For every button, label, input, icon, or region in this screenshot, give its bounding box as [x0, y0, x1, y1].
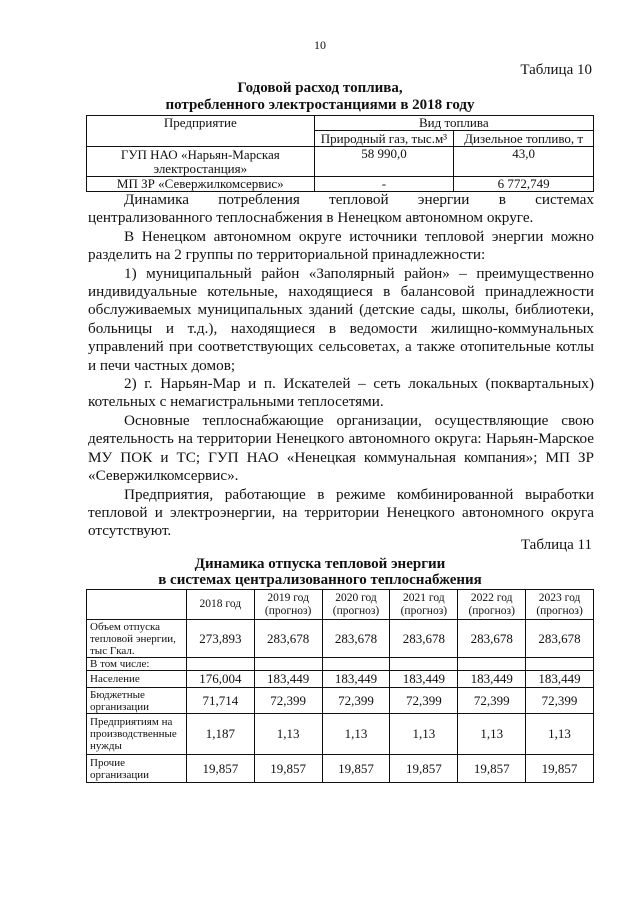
value-cell: 183,449	[390, 671, 458, 688]
row-label: Население	[87, 671, 187, 688]
year-header: 2020 год (прогноз)	[322, 590, 390, 620]
table11-title-line2: в системах централизованного теплоснабжения	[158, 572, 482, 588]
year-header: 2021 год (прогноз)	[390, 590, 458, 620]
table-row	[87, 658, 594, 671]
value-cell: 1,13	[254, 714, 322, 755]
paragraph: Основные теплоснабжающие организации, осуществляющие свою деятельность на территории Ненецкого автономного округа: Нарьян-Марское МУ ПОК и ТС; ГУП НАО «Ненецкая коммунальная компания»; МП ЗР «Севержилкомсервис».	[88, 411, 594, 485]
diesel-value: 43,0	[454, 147, 594, 177]
year-header: 2022 год (прогноз)	[458, 590, 526, 620]
value-cell: 183,449	[526, 671, 594, 688]
paragraph: Динамика потребления тепловой энергии в системах централизованного теплоснабжения в Ненецком автономном округе.	[88, 191, 594, 227]
value-cell: 183,449	[458, 671, 526, 688]
paragraph: 2) г. Нарьян-Мар и п. Искателей – сеть локальных (поквартальных) котельных с немагистральными теплосетями.	[88, 375, 594, 411]
table-row	[87, 714, 594, 755]
value-cell: 19,857	[254, 755, 322, 783]
value-cell: 72,399	[322, 688, 390, 714]
col-fuel-type-header: Вид топлива	[314, 116, 593, 131]
year-header: 2019 год (прогноз)	[254, 590, 322, 620]
table10-title-line2: потребленного электростанциями в 2018 году	[165, 97, 475, 113]
row-label: Объем отпуска тепловой энергии, тыс Гкал.	[87, 620, 187, 658]
col-enterprise-header: Предприятие	[87, 116, 315, 147]
value-cell: 71,714	[186, 688, 254, 714]
row-label: В том числе:	[87, 658, 187, 671]
enterprise-name: ГУП НАО «Нарьян-Марская электростанция»	[87, 147, 315, 177]
value-cell: 19,857	[322, 755, 390, 783]
value-cell: 19,857	[390, 755, 458, 783]
enterprise-name: МП ЗР «Севержилкомсервис»	[87, 177, 315, 192]
value-cell: 283,678	[458, 620, 526, 658]
table-row	[87, 671, 594, 688]
paragraph: В Ненецком автономном округе источники тепловой энергии можно разделить на 2 группы по территориальной принадлежности:	[88, 227, 594, 264]
value-cell: 72,399	[526, 688, 594, 714]
table10-label: Таблица 10	[520, 62, 592, 78]
value-cell: 183,449	[322, 671, 390, 688]
value-cell: 1,187	[186, 714, 254, 755]
year-header: 2018 год	[186, 590, 254, 620]
value-cell: 1,13	[526, 714, 594, 755]
value-cell: 176,004	[186, 671, 254, 688]
table10-title-line1: Годовой расход топлива,	[237, 80, 403, 96]
fuel-consumption-table	[86, 115, 594, 192]
year-header: 2023 год (прогноз)	[526, 590, 594, 620]
row-label: Прочие организации	[87, 755, 187, 783]
value-cell: 1,13	[458, 714, 526, 755]
table-row	[87, 755, 594, 783]
table-row	[87, 688, 594, 714]
value-cell: 283,678	[526, 620, 594, 658]
gas-value: 58 990,0	[314, 147, 454, 177]
value-cell: 19,857	[526, 755, 594, 783]
table-row	[87, 620, 594, 658]
table-row	[87, 147, 594, 177]
header-row	[87, 590, 594, 620]
row-label: Предприятиям на производственные нужды	[87, 714, 187, 755]
value-cell: 19,857	[186, 755, 254, 783]
body-text	[88, 191, 594, 541]
table11-title-line1: Динамика отпуска тепловой энергии	[194, 556, 446, 572]
col-diesel-header: Дизельное топливо, т	[454, 131, 594, 147]
value-cell: 19,857	[458, 755, 526, 783]
value-cell: 72,399	[458, 688, 526, 714]
value-cell: 1,13	[322, 714, 390, 755]
value-cell: 1,13	[390, 714, 458, 755]
paragraph: 1) муниципальный район «Заполярный район» – преимущественно индивидуальные котельные, находящиеся в балансовой принадлежности обслуживаемых муниципальных зданий (детские сады, школы, библиотеки, больницы и т.д.), находящиеся в ведомости жилищно-коммунальных управлений при соответствующих сельсоветах, а также отопительные котлы и печи частных домов;	[88, 264, 594, 374]
heat-supply-table	[86, 589, 594, 783]
col-gas-header: Природный газ, тыс.м³	[314, 131, 454, 147]
row-label: Бюджетные организации	[87, 688, 187, 714]
diesel-value: 6 772,749	[454, 177, 594, 192]
table-row	[87, 177, 594, 192]
table11-label: Таблица 11	[520, 537, 592, 553]
corner-cell	[87, 590, 187, 620]
paragraph: Предприятия, работающие в режиме комбинированной выработки тепловой и электроэнергии, на территории Ненецкого автономного округа отсутствуют.	[88, 485, 594, 540]
gas-value: -	[314, 177, 454, 192]
page-number: 10	[314, 38, 326, 52]
value-cell: 283,678	[322, 620, 390, 658]
value-cell: 283,678	[390, 620, 458, 658]
value-cell: 273,893	[186, 620, 254, 658]
value-cell: 72,399	[254, 688, 322, 714]
value-cell: 183,449	[254, 671, 322, 688]
value-cell: 283,678	[254, 620, 322, 658]
value-cell: 72,399	[390, 688, 458, 714]
